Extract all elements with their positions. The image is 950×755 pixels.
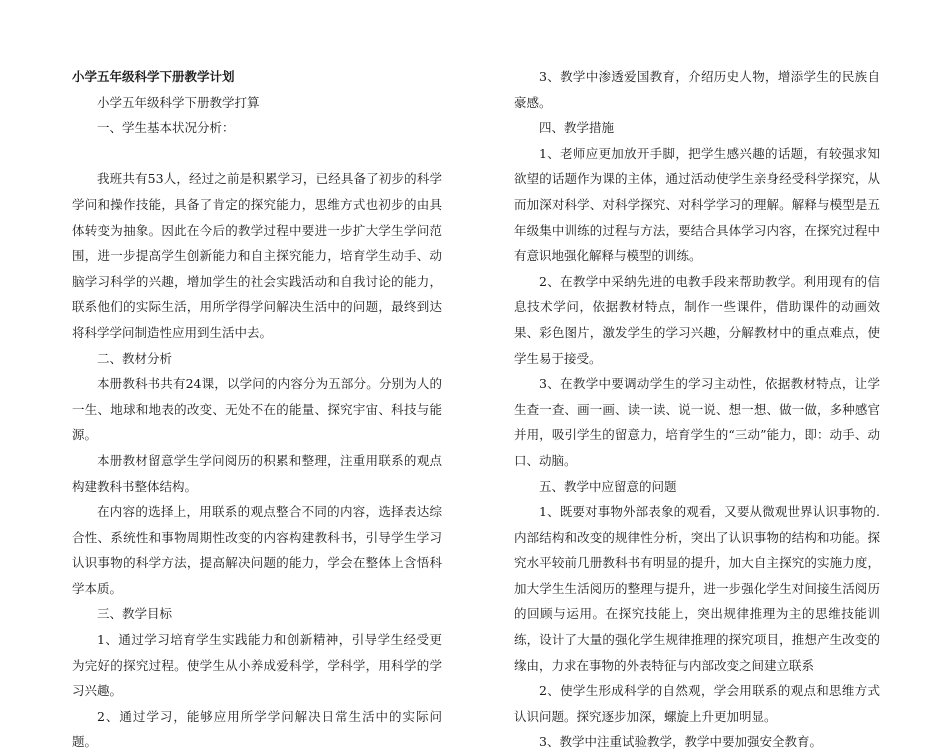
section-heading-1: 一、学生基本状况分析： (97, 120, 235, 136)
document-title: 小学五年级科学下册教学计划 (72, 69, 235, 84)
paragraph-goal-1: 1、通过学习培育学生实践能力和创新精神，引导学生经受更为完好的探究过程。使学生从小养成爱科学，学科学，用科学的学习兴趣。 (72, 632, 442, 699)
paragraph-attention-3: 3、教学中注重试验教学，教学中要加强安全教育。 (539, 734, 822, 750)
paragraph-goal-3: 3、教学中渗透爱国教育，介绍历史人物，增添学生的民族自豪感。 (514, 69, 880, 110)
section-heading-5: 五、教学中应留意的问题 (539, 478, 677, 494)
paragraph-attention-2: 2、使学生形成科学的自然观，学会用联系的观点和思维方式认识问题。探究逐步加深，螺旋上升更加明显。 (514, 683, 880, 724)
paragraph-textbook-3: 在内容的选择上，用联系的观点整合不同的内容，选择表达综合性、系统性和事物周期性改变的内容构建教科书，引导学生学习认识事物的科学方法，提高解决问题的能力，学会在整体上含悟科学本质。 (72, 504, 442, 596)
section-heading-2: 二、教材分析 (97, 350, 173, 366)
document-subtitle: 小学五年级科学下册教学打算 (97, 94, 260, 110)
paragraph-attention-1: 1、既要对事物外部表象的观看，又要从微观世界认识事物的.内部结构和改变的规律性分析，突出了认识事物的结构和功能。探究水平较前几册教科书有明显的提升，加大自主探究的实施力度，加大学生生活阅历的整理与提升，进一步强化学生对间接生活阅历的回顾与运用。在探究技能上，突出规律推理为主的思维技能训练，设计了大量的强化学生规律推理的探究项目，推想产生改变的缘由，力求在事物的外表特征与内部改变之间建立联系 (514, 504, 880, 673)
section-heading-3: 三、教学目标 (97, 606, 173, 622)
paragraph-textbook-1: 本册教科书共有24课，以学问的内容分为五部分。分别为人的一生、地球和地表的改变、无处不在的能量、探究宇宙、科技与能源。 (72, 376, 442, 443)
paragraph-student-analysis: 我班共有53人，经过之前是积累学习，已经具备了初步的科学学问和操作技能，具备了肯定的探究能力，思维方式也初步的由具体转变为抽象。因此在今后的教学过程中要进一步扩大学生学问范围，进一步提高学生创新能力和自主探究能力，培育学生动手、动脑学习科学的兴趣，增加学生的社会实践活动和自我讨论的能力，联系他们的实际生活，用所学得学问解决生活中的问题，最终到达将科学学问制造性应用到生活中去。 (72, 171, 442, 340)
paragraph-measure-3: 3、在教学中要调动学生的学习主动性，依据教材特点，让学生查一查、画一画、读一读、说一说、想一想、做一做，多种感官并用，吸引学生的留意力，培育学生的“三动”能力，即：动手、动口、动脑。 (514, 376, 880, 468)
left-column (72, 64, 442, 755)
blank-line (72, 141, 442, 167)
paragraph-goal-2: 2、通过学习，能够应用所学学问解决日常生活中的实际问题。 (72, 708, 442, 750)
paragraph-textbook-2: 本册教材留意学生学问阅历的积累和整理，注重用联系的观点构建教科书整体结构。 (72, 452, 442, 494)
paragraph-measure-2: 2、在教学中采纳先进的电教手段来帮助教学。利用现有的信息技术学问，依据教材特点，制作一些课件，借助课件的动画效果、彩色图片，激发学生的学习兴趣，分解教材中的重点难点，使学生易于接受。 (514, 273, 880, 366)
paragraph-measure-1: 1、老师应更加放开手脚，把学生感兴趣的话题，有较强求知欲望的话题作为课的主体，通过活动使学生亲身经受科学探究，从而加深对科学、对科学探究、对科学学习的理解。解释与模型是五年级集中训练的过程与方法，要结合具体学习内容，在探究过程中有意识地强化解释与模型的训练。 (514, 145, 880, 264)
section-heading-4: 四、教学措施 (539, 120, 615, 136)
right-column (514, 64, 880, 755)
